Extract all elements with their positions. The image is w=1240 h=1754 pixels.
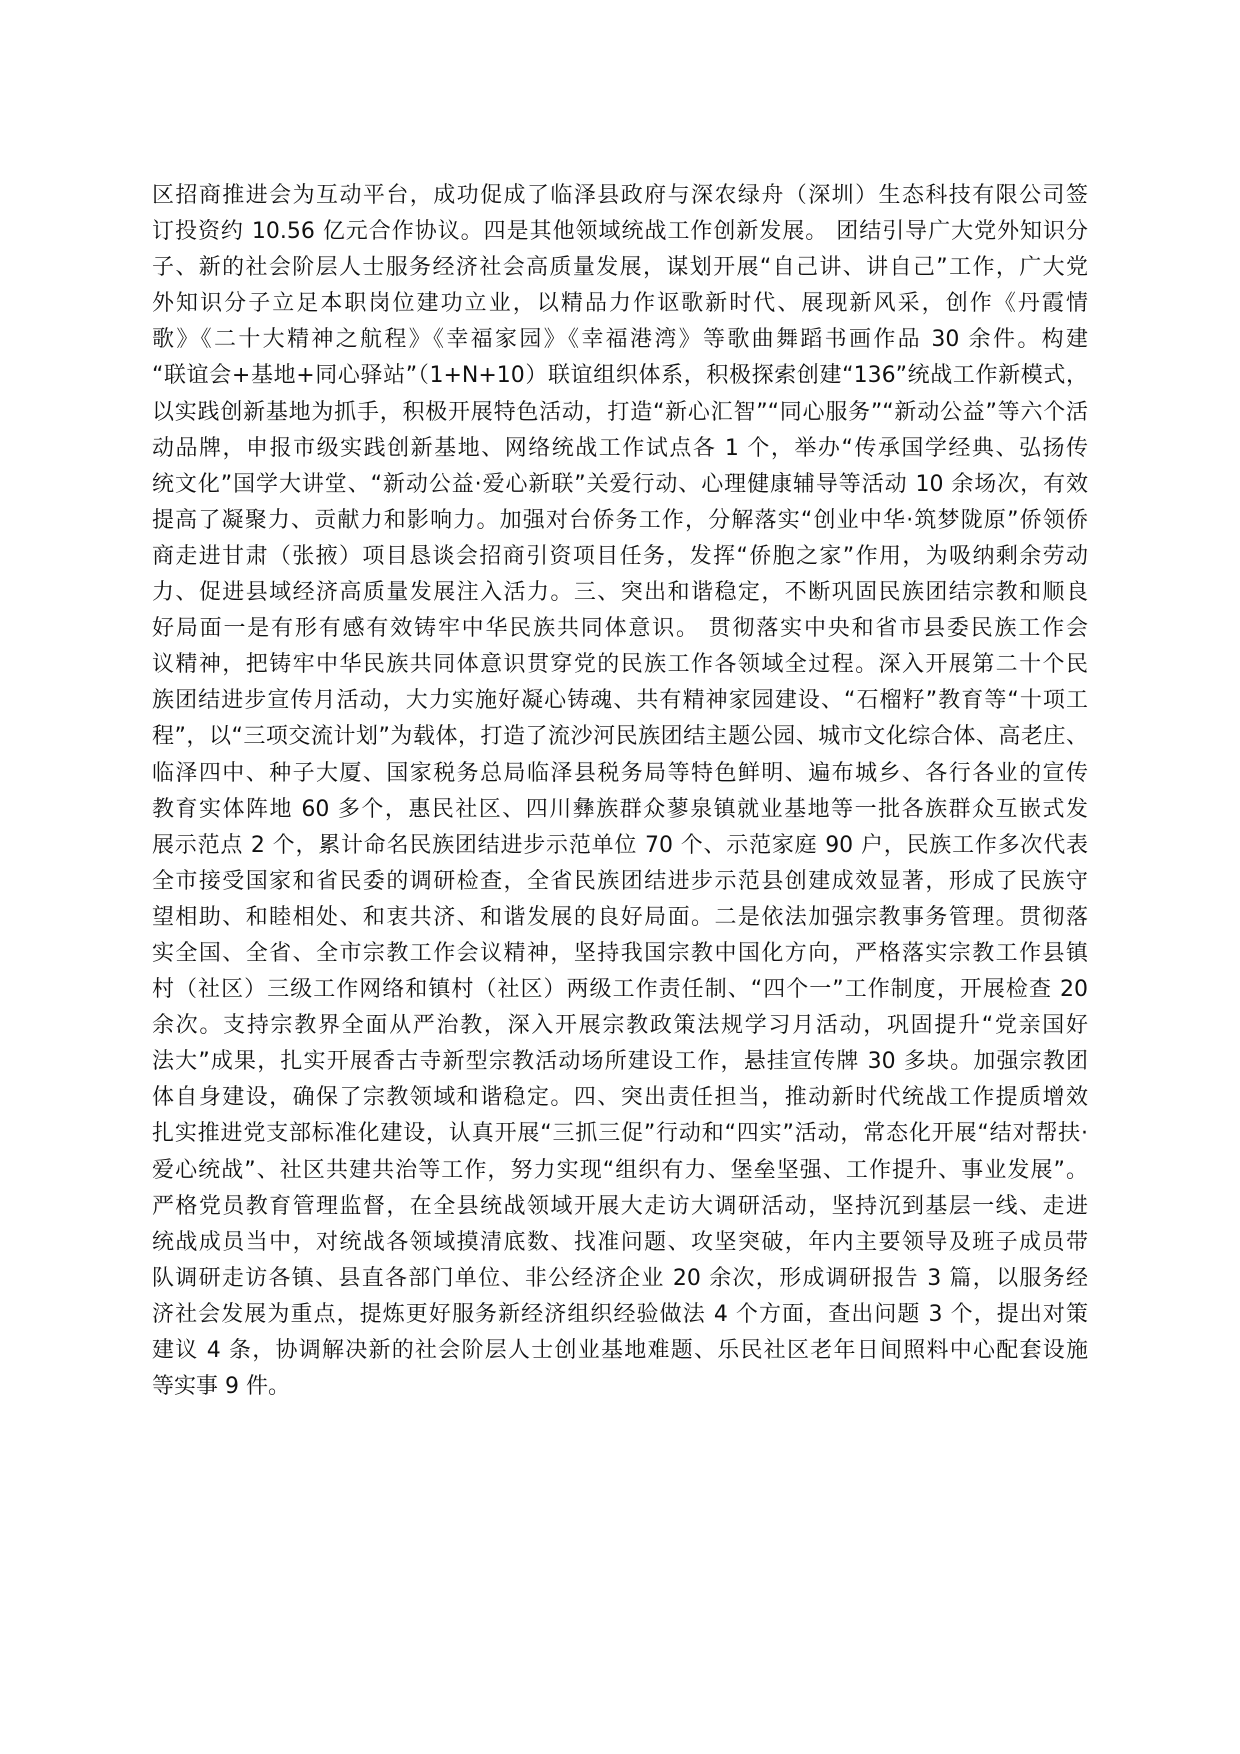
text-line: 以实践创新基地为抓手，积极开展特色活动，打造“新心汇智”“同心服务”“新动公益”等六个活 bbox=[152, 399, 1088, 425]
text-line: 严格党员教育管理监督，在全县统战领域开展大走访大调研活动，坚持沉到基层一线、走进 bbox=[152, 1193, 1088, 1219]
text-line: 区招商推进会为互动平台，成功促成了临泽县政府与深农绿舟（深圳）生态科技有限公司签 bbox=[152, 183, 1088, 208]
text-line: 全市接受国家和省民委的调研检查，全省民族团结进步示范县创建成效显著，形成了民族守 bbox=[152, 868, 1088, 894]
text-line: 族团结进步宣传月活动，大力实施好凝心铸魂、共有精神家园建设、“石榴籽”教育等“十项工 bbox=[152, 688, 1088, 714]
text-line: 临泽四中、种子大厦、国家税务总局临泽县税务局等特色鲜明、遍布城乡、各行各业的宣传 bbox=[152, 760, 1088, 786]
text-line: 提高了凝聚力、贡献力和影响力。加强对台侨务工作，分解落实“创业中华·筑梦陇原”侨领侨 bbox=[152, 507, 1088, 533]
text-line: 力、促进县域经济高质量发展注入活力。三、突出和谐稳定，不断巩固民族团结宗教和顺良 bbox=[152, 580, 1088, 606]
text-line: 等实事 9 件。 bbox=[152, 1374, 290, 1400]
text-line: 统战成员当中，对统战各领域摸清底数、找准问题、攻坚突破，年内主要领导及班子成员带 bbox=[152, 1229, 1088, 1255]
text-line: 商走进甘肃（张掖）项目恳谈会招商引资项目任务，发挥“侨胞之家”作用，为吸纳剩余劳动 bbox=[152, 543, 1088, 569]
text-line: 统文化”国学大讲堂、“新动公益·爱心新联”关爱行动、心理健康辅导等活动 10 余场次，有效 bbox=[152, 471, 1088, 497]
text-line: 订投资约 10.56 亿元合作协议。四是其他领域统战工作创新发展。 团结引导广大党外知识分 bbox=[152, 219, 1088, 245]
text-line: 程”，以“三项交流计划”为载体，打造了流沙河民族团结主题公园、城市文化综合体、高老庄、 bbox=[152, 724, 1088, 750]
text-line: 教育实体阵地 60 多个，惠民社区、四川彝族群众蓼泉镇就业基地等一批各族群众互嵌式发 bbox=[152, 796, 1088, 822]
text-line: 动品牌，申报市级实践创新基地、网络统战工作试点各 1 个，举办“传承国学经典、弘扬传 bbox=[152, 435, 1088, 461]
text-line: 体自身建设，确保了宗教领域和谐稳定。四、突出责任担当，推动新时代统战工作提质增效 bbox=[152, 1085, 1088, 1111]
text-line: 子、新的社会阶层人士服务经济社会高质量发展，谋划开展“自己讲、讲自己”工作，广大党 bbox=[152, 255, 1088, 281]
text-line: “联谊会+基地+同心驿站”（1+N+10）联谊组织体系，积极探索创建“136”统战工作新模式， bbox=[152, 363, 1088, 389]
text-line: 实全国、全省、全市宗教工作会议精神，坚持我国宗教中国化方向，严格落实宗教工作县镇 bbox=[152, 940, 1088, 966]
text-line: 展示范点 2 个，累计命名民族团结进步示范单位 70 个、示范家庭 90 户，民族工作多次代表 bbox=[152, 832, 1088, 858]
text-line: 好局面一是有形有感有效铸牢中华民族共同体意识。 贯彻落实中央和省市县委民族工作会 bbox=[152, 616, 1088, 642]
text-line: 外知识分子立足本职岗位建功立业，以精品力作讴歌新时代、展现新风采，创作《丹霞情 bbox=[152, 291, 1088, 317]
text-line: 余次。支持宗教界全面从严治教，深入开展宗教政策法规学习月活动，巩固提升“党亲国好 bbox=[152, 1013, 1088, 1039]
text-line: 建议 4 条，协调解决新的社会阶层人士创业基地难题、乐民社区老年日间照料中心配套设施 bbox=[152, 1338, 1088, 1363]
text-line: 扎实推进党支部标准化建设，认真开展“三抓三促”行动和“四实”活动，常态化开展“结对帮扶· bbox=[152, 1121, 1088, 1147]
text-line: 济社会发展为重点，提炼更好服务新经济组织经验做法 4 个方面，查出问题 3 个，提出对策 bbox=[152, 1301, 1088, 1327]
text-line: 议精神，把铸牢中华民族共同体意识贯穿党的民族工作各领域全过程。深入开展第二十个民 bbox=[152, 652, 1088, 678]
text-line: 村（社区）三级工作网络和镇村（社区）两级工作责任制、“四个一”工作制度，开展检查 20 bbox=[152, 977, 1088, 1003]
text-line: 歌》《二十大精神之航程》《幸福家园》《幸福港湾》等歌曲舞蹈书画作品 30 余件。构建 bbox=[152, 327, 1088, 353]
text-line: 望相助、和睦相处、和衷共济、和谐发展的良好局面。二是依法加强宗教事务管理。贯彻落 bbox=[152, 904, 1088, 930]
body-paragraph bbox=[152, 178, 1088, 1405]
text-line: 法大”成果，扎实开展香古寺新型宗教活动场所建设工作，悬挂宣传牌 30 多块。加强宗教团 bbox=[152, 1049, 1088, 1075]
text-line: 爱心统战”、社区共建共治等工作，努力实现“组织有力、堡垒坚强、工作提升、事业发展”。 bbox=[152, 1157, 1088, 1183]
text-line: 队调研走访各镇、县直各部门单位、非公经济企业 20 余次，形成调研报告 3 篇，以服务经 bbox=[152, 1265, 1088, 1291]
